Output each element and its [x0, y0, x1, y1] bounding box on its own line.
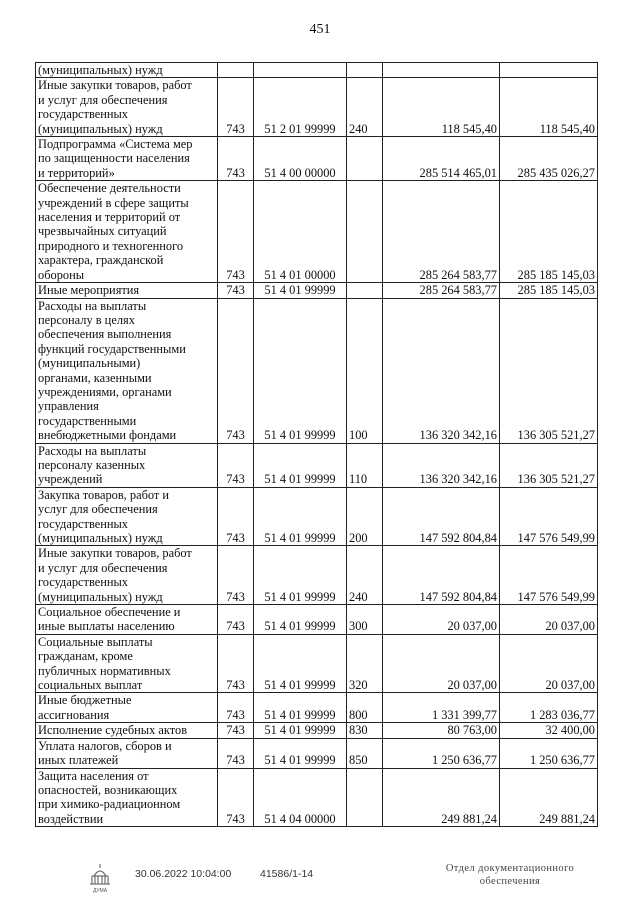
cell-amount-planned-text: 136 320 342,16 [419, 472, 497, 487]
cell-target-article-text: 51 4 01 99999 [264, 753, 336, 768]
cell-amount-planned-text: 147 592 804,84 [419, 531, 497, 545]
cell-amount-planned-text: 118 545,40 [441, 121, 497, 136]
cell-amount-executed-text: 285 185 145,03 [517, 283, 595, 298]
cell-amount-planned-text: 285 264 583,77 [419, 267, 497, 282]
cell-amount-executed [500, 181, 598, 283]
cell-amount-executed-text: 118 545,40 [539, 121, 595, 136]
cell-target-article-text: 51 4 01 99999 [264, 678, 336, 693]
budget-table [35, 62, 598, 827]
cell-amount-planned [383, 298, 500, 443]
cell-name [36, 283, 218, 298]
cell-expense-type-text: 240 [349, 589, 368, 604]
cell-amount-planned-text: 20 037,00 [447, 678, 497, 693]
cell-amount-executed-text: 136 305 521,27 [517, 428, 595, 443]
cell-expense-type [347, 768, 383, 827]
cell-name-text: Защита населения от опасностей, возникающих при химико-радиационном воздействии [38, 768, 181, 826]
table-row [36, 137, 598, 181]
cell-amount-executed-text: 285 185 145,03 [517, 267, 595, 282]
cell-name-text: Иные закупки товаров, работ и услуг для обеспечения государственных (муниципальных) нужд [38, 546, 192, 604]
cell-name-text: Иные закупки товаров, работ и услуг для обеспечения государственных (муниципальных) нужд [38, 78, 192, 136]
cell-name [36, 693, 218, 723]
cell-target-article [254, 63, 347, 78]
cell-code-text: 743 [226, 472, 245, 487]
cell-target-article [254, 546, 347, 605]
cell-name-text: Обеспечение деятельности учреждений в сфере защиты населения и территорий от чрезвычайных ситуаций природного и техногенного характера, гражданской обороны [38, 181, 189, 282]
cell-name-text: Расходы на выплаты персоналу казенных учреждений [38, 443, 147, 487]
cell-target-article-text: 51 4 01 99999 [264, 472, 336, 487]
cell-amount-executed [500, 605, 598, 635]
table-row [36, 487, 598, 546]
cell-amount-executed [500, 487, 598, 546]
cell-name [36, 137, 218, 181]
cell-expense-type-text: 850 [349, 753, 368, 768]
cell-amount-executed-text: 32 400,00 [545, 723, 595, 738]
cell-amount-executed [500, 693, 598, 723]
cell-amount-executed [500, 738, 598, 768]
cell-code [218, 693, 254, 723]
cell-target-article-text: 51 4 01 99999 [264, 723, 336, 738]
cell-amount-executed-text: 20 037,00 [545, 619, 595, 634]
cell-target-article [254, 738, 347, 768]
cell-amount-executed [500, 723, 598, 738]
cell-amount-planned [383, 181, 500, 283]
table-row [36, 443, 598, 487]
cell-amount-planned [383, 723, 500, 738]
cell-expense-type [347, 283, 383, 298]
cell-amount-executed [500, 283, 598, 298]
cell-code-text: 743 [226, 165, 245, 180]
cell-target-article-text: 51 4 01 00000 [264, 267, 336, 282]
table-row [36, 78, 598, 137]
cell-amount-planned-text: 285 264 583,77 [419, 283, 497, 298]
cell-name-text: (муниципальных) нужд [38, 63, 163, 77]
footer-department [420, 862, 600, 888]
cell-code [218, 634, 254, 693]
cell-amount-planned-text: 147 592 804,84 [419, 589, 497, 604]
cell-amount-executed [500, 137, 598, 181]
footer-doc-number: 41586/1-14 [260, 868, 314, 880]
cell-target-article [254, 181, 347, 283]
cell-target-article [254, 487, 347, 546]
cell-code [218, 283, 254, 298]
cell-code [218, 443, 254, 487]
cell-target-article-text: 51 4 01 99999 [264, 589, 336, 604]
cell-name [36, 78, 218, 137]
cell-expense-type-text: 110 [349, 472, 368, 487]
cell-target-article [254, 137, 347, 181]
cell-amount-planned [383, 605, 500, 635]
cell-name [36, 738, 218, 768]
cell-amount-planned [383, 768, 500, 827]
cell-code [218, 768, 254, 827]
cell-name-text: Расходы на выплаты персоналу в целях обеспечения выполнения функций государственными (муниципальными) органами, казенными учреждениями, органами управления государственными внебюджетными фондами [38, 298, 186, 443]
cell-expense-type-text: 100 [349, 428, 368, 443]
cell-amount-planned-text: 1 250 636,77 [431, 753, 497, 768]
cell-name-text: Уплата налогов, сборов и иных платежей [38, 738, 172, 768]
cell-amount-executed [500, 768, 598, 827]
cell-expense-type-text: 240 [349, 121, 368, 136]
table-row [36, 693, 598, 723]
cell-amount-planned [383, 487, 500, 546]
cell-code [218, 723, 254, 738]
cell-target-article-text: 51 4 01 99999 [264, 707, 336, 722]
cell-amount-executed [500, 78, 598, 137]
cell-amount-executed [500, 634, 598, 693]
cell-code-text: 743 [226, 121, 245, 136]
cell-code [218, 137, 254, 181]
cell-expense-type [347, 693, 383, 723]
cell-code-text: 743 [226, 428, 245, 443]
cell-target-article-text: 51 4 01 99999 [264, 531, 336, 545]
cell-name-text: Социальные выплаты гражданам, кроме публичных нормативных социальных выплат [38, 634, 171, 693]
page-number: 451 [309, 22, 331, 37]
table-row [36, 546, 598, 605]
cell-code [218, 546, 254, 605]
table-row [36, 283, 598, 298]
cell-code-text: 743 [226, 678, 245, 693]
cell-code [218, 78, 254, 137]
cell-amount-planned [383, 63, 500, 78]
cell-amount-planned [383, 78, 500, 137]
cell-amount-executed-text: 20 037,00 [545, 678, 595, 693]
cell-code-text: 743 [226, 267, 245, 282]
cell-name-text: Иные мероприятия [38, 283, 140, 298]
table-row [36, 723, 598, 738]
cell-amount-planned-text: 249 881,24 [441, 811, 497, 826]
cell-target-article [254, 693, 347, 723]
cell-amount-executed [500, 443, 598, 487]
cell-name-text: Исполнение судебных актов [38, 723, 188, 738]
cell-code [218, 605, 254, 635]
cell-name [36, 443, 218, 487]
page-footer [0, 862, 640, 902]
cell-expense-type [347, 63, 383, 78]
cell-expense-type [347, 605, 383, 635]
cell-target-article [254, 298, 347, 443]
cell-amount-planned-text: 80 763,00 [447, 723, 497, 738]
cell-expense-type [347, 181, 383, 283]
cell-expense-type-text: 830 [349, 723, 368, 738]
table-row [36, 298, 598, 443]
cell-name-text: Подпрограмма «Система мер по защищенности населения и территорий» [38, 137, 193, 180]
cell-code-text: 743 [226, 707, 245, 722]
cell-code-text: 743 [226, 283, 245, 298]
cell-amount-planned-text: 20 037,00 [447, 619, 497, 634]
cell-target-article [254, 723, 347, 738]
cell-amount-executed-text: 136 305 521,27 [517, 472, 595, 487]
footer-date: 30.06.2022 10:04:00 [135, 868, 232, 880]
cell-target-article-text: 51 2 01 99999 [264, 121, 336, 136]
cell-amount-planned-text: 285 514 465,01 [419, 165, 497, 180]
cell-target-article-text: 51 4 01 99999 [264, 283, 336, 298]
cell-name [36, 634, 218, 693]
cell-amount-planned [383, 738, 500, 768]
cell-expense-type [347, 546, 383, 605]
cell-name [36, 768, 218, 827]
cell-code [218, 298, 254, 443]
cell-target-article [254, 634, 347, 693]
cell-amount-executed [500, 298, 598, 443]
cell-name [36, 723, 218, 738]
cell-amount-planned [383, 443, 500, 487]
cell-amount-planned [383, 634, 500, 693]
cell-name [36, 605, 218, 635]
cell-amount-planned [383, 546, 500, 605]
cell-expense-type-text: 800 [349, 707, 368, 722]
cell-expense-type [347, 723, 383, 738]
cell-name [36, 487, 218, 546]
cell-amount-executed [500, 546, 598, 605]
table-row [36, 63, 598, 78]
cell-amount-executed-text: 147 576 549,99 [517, 531, 595, 545]
cell-amount-executed-text: 1 250 636,77 [529, 753, 595, 768]
cell-expense-type [347, 298, 383, 443]
footer-department-line2: обеспечения [479, 876, 541, 887]
cell-target-article-text: 51 4 00 00000 [264, 165, 336, 180]
cell-target-article [254, 443, 347, 487]
budget-table-body [36, 63, 598, 827]
cell-code-text: 743 [226, 531, 245, 545]
cell-target-article-text: 51 4 04 00000 [264, 811, 336, 826]
cell-code-text: 743 [226, 619, 245, 634]
cell-expense-type [347, 487, 383, 546]
table-row [36, 738, 598, 768]
cell-target-article [254, 768, 347, 827]
cell-expense-type-text: 200 [349, 531, 368, 545]
cell-code [218, 487, 254, 546]
cell-name [36, 63, 218, 78]
cell-name [36, 298, 218, 443]
table-row [36, 181, 598, 283]
cell-name [36, 546, 218, 605]
cell-amount-executed-text: 249 881,24 [539, 811, 595, 826]
table-row [36, 605, 598, 635]
cell-name-text: Социальное обеспечение и иные выплаты населению [38, 605, 181, 634]
cell-expense-type-text: 300 [349, 619, 368, 634]
logo-text: ДУМА [92, 888, 108, 894]
cell-amount-planned [383, 693, 500, 723]
cell-amount-executed-text: 147 576 549,99 [517, 589, 595, 604]
cell-name-text: Закупка товаров, работ и услуг для обеспечения государственных (муниципальных) нужд [38, 487, 170, 545]
table-row [36, 768, 598, 827]
cell-target-article-text: 51 4 01 99999 [264, 619, 336, 634]
cell-amount-planned-text: 136 320 342,16 [419, 428, 497, 443]
cell-expense-type [347, 78, 383, 137]
cell-name [36, 181, 218, 283]
cell-expense-type [347, 443, 383, 487]
cell-amount-planned [383, 137, 500, 181]
cell-target-article [254, 283, 347, 298]
cell-expense-type [347, 137, 383, 181]
cell-code [218, 63, 254, 78]
cell-expense-type [347, 634, 383, 693]
cell-amount-planned [383, 283, 500, 298]
cell-amount-executed [500, 63, 598, 78]
cell-code-text: 743 [226, 723, 245, 738]
cell-target-article [254, 605, 347, 635]
cell-code-text: 743 [226, 753, 245, 768]
footer-department-line1: Отдел документационного [445, 863, 575, 874]
cell-expense-type-text: 320 [349, 678, 368, 693]
cell-target-article [254, 78, 347, 137]
cell-amount-planned-text: 1 331 399,77 [431, 707, 497, 722]
duma-logo-icon [88, 862, 112, 894]
cell-amount-executed-text: 285 435 026,27 [517, 165, 595, 180]
cell-code [218, 181, 254, 283]
table-row [36, 634, 598, 693]
cell-name-text: Иные бюджетные ассигнования [38, 693, 132, 722]
cell-code-text: 743 [226, 589, 245, 604]
cell-code [218, 738, 254, 768]
cell-target-article-text: 51 4 01 99999 [264, 428, 336, 443]
cell-expense-type [347, 738, 383, 768]
cell-code-text: 743 [226, 811, 245, 826]
cell-amount-executed-text: 1 283 036,77 [529, 707, 595, 722]
